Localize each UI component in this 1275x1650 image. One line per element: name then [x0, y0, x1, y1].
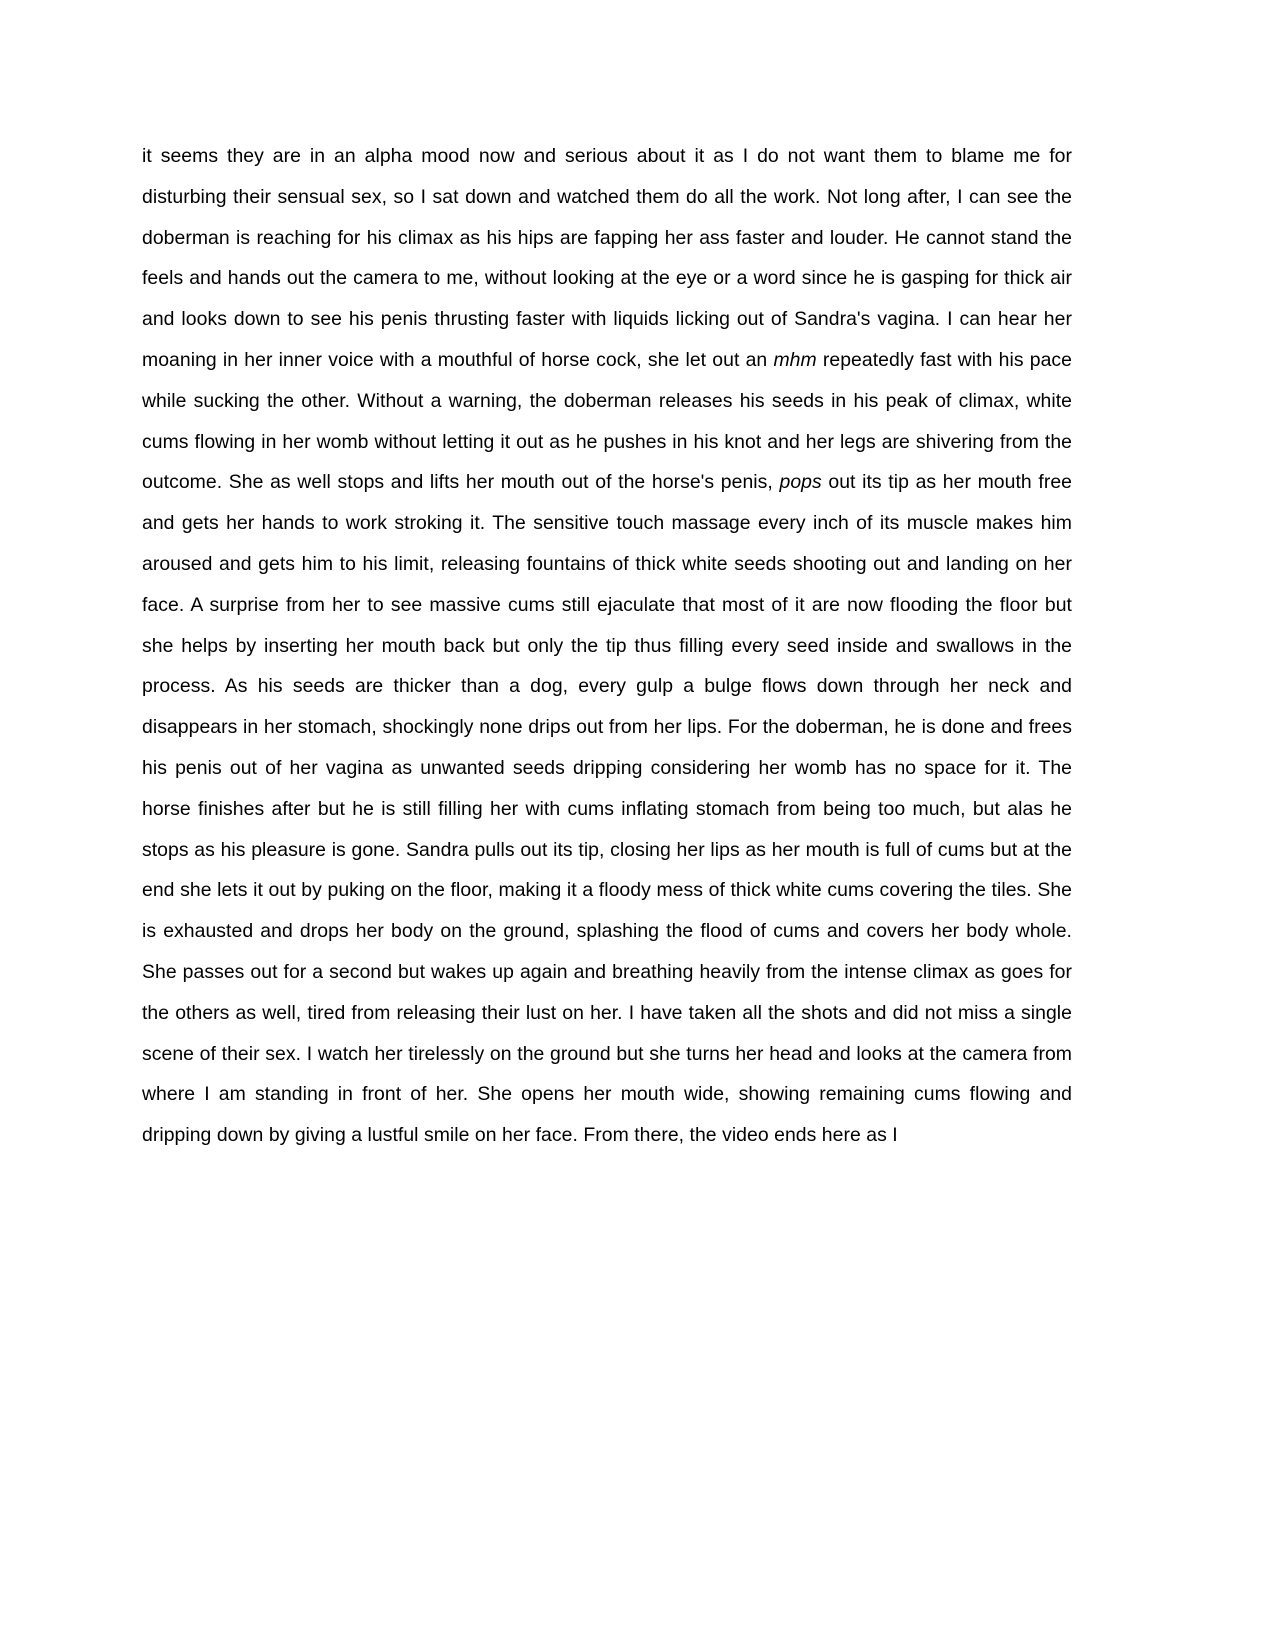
text-column [142, 136, 1072, 1156]
body-paragraph: it seems they are in an alpha mood now and serious about it as I do not want them to blame me for disturbing their sensual sex, so I sat down and watched them do all the work. Not long after, I can see the doberman is reaching for his climax as his hips are fapping her ass faster and louder. He cannot stand the feels and hands out the camera to me, without looking at the eye or a word since he is gasping for thick air and looks down to see his penis thrusting faster with liquids licking out of Sandra's vagina. I can hear her moaning in her inner voice with a mouthful of horse cock, she let out an mhm repeatedly fast with his pace while sucking the other. Without a warning, the doberman releases his seeds in his peak of climax, white cums flowing in her womb without letting it out as he pushes in his knot and her legs are shivering from the outcome. She as well stops and lifts her mouth out of the horse's penis, pops out its tip as her mouth free and gets her hands to work stroking it. The sensitive touch massage every inch of its muscle makes him aroused and gets him to his limit, releasing fountains of thick white seeds shooting out and landing on her face. A surprise from her to see massive cums still ejaculate that most of it are now flooding the floor but she helps by inserting her mouth back but only the tip thus filling every seed inside and swallows in the process. As his seeds are thicker than a dog, every gulp a bulge flows down through her neck and disappears in her stomach, shockingly none drips out from her lips. For the doberman, he is done and frees his penis out of her vagina as unwanted seeds dripping considering her womb has no space for it. The horse finishes after but he is still filling her with cums inflating stomach from being too much, but alas he stops as his pleasure is gone. Sandra pulls out its tip, closing her lips as her mouth is full of cums but at the end she lets it out by puking on the floor, making it a floody mess of thick white cums covering the tiles. She is exhausted and drops her body on the ground, splashing the flood of cums and covers her body whole. She passes out for a second but wakes up again and breathing heavily from the intense climax as goes for the others as well, tired from releasing their lust on her. I have taken all the shots and did not miss a single scene of their sex. I watch her tirelessly on the ground but she turns her head and looks at the camera from where I am standing in front of her. She opens her mouth wide, showing remaining cums flowing and dripping down by giving a lustful smile on her face. From there, the video ends here as I [142, 145, 1072, 1147]
emphasized-word: mhm [773, 348, 817, 371]
emphasized-word: pops [779, 471, 822, 494]
